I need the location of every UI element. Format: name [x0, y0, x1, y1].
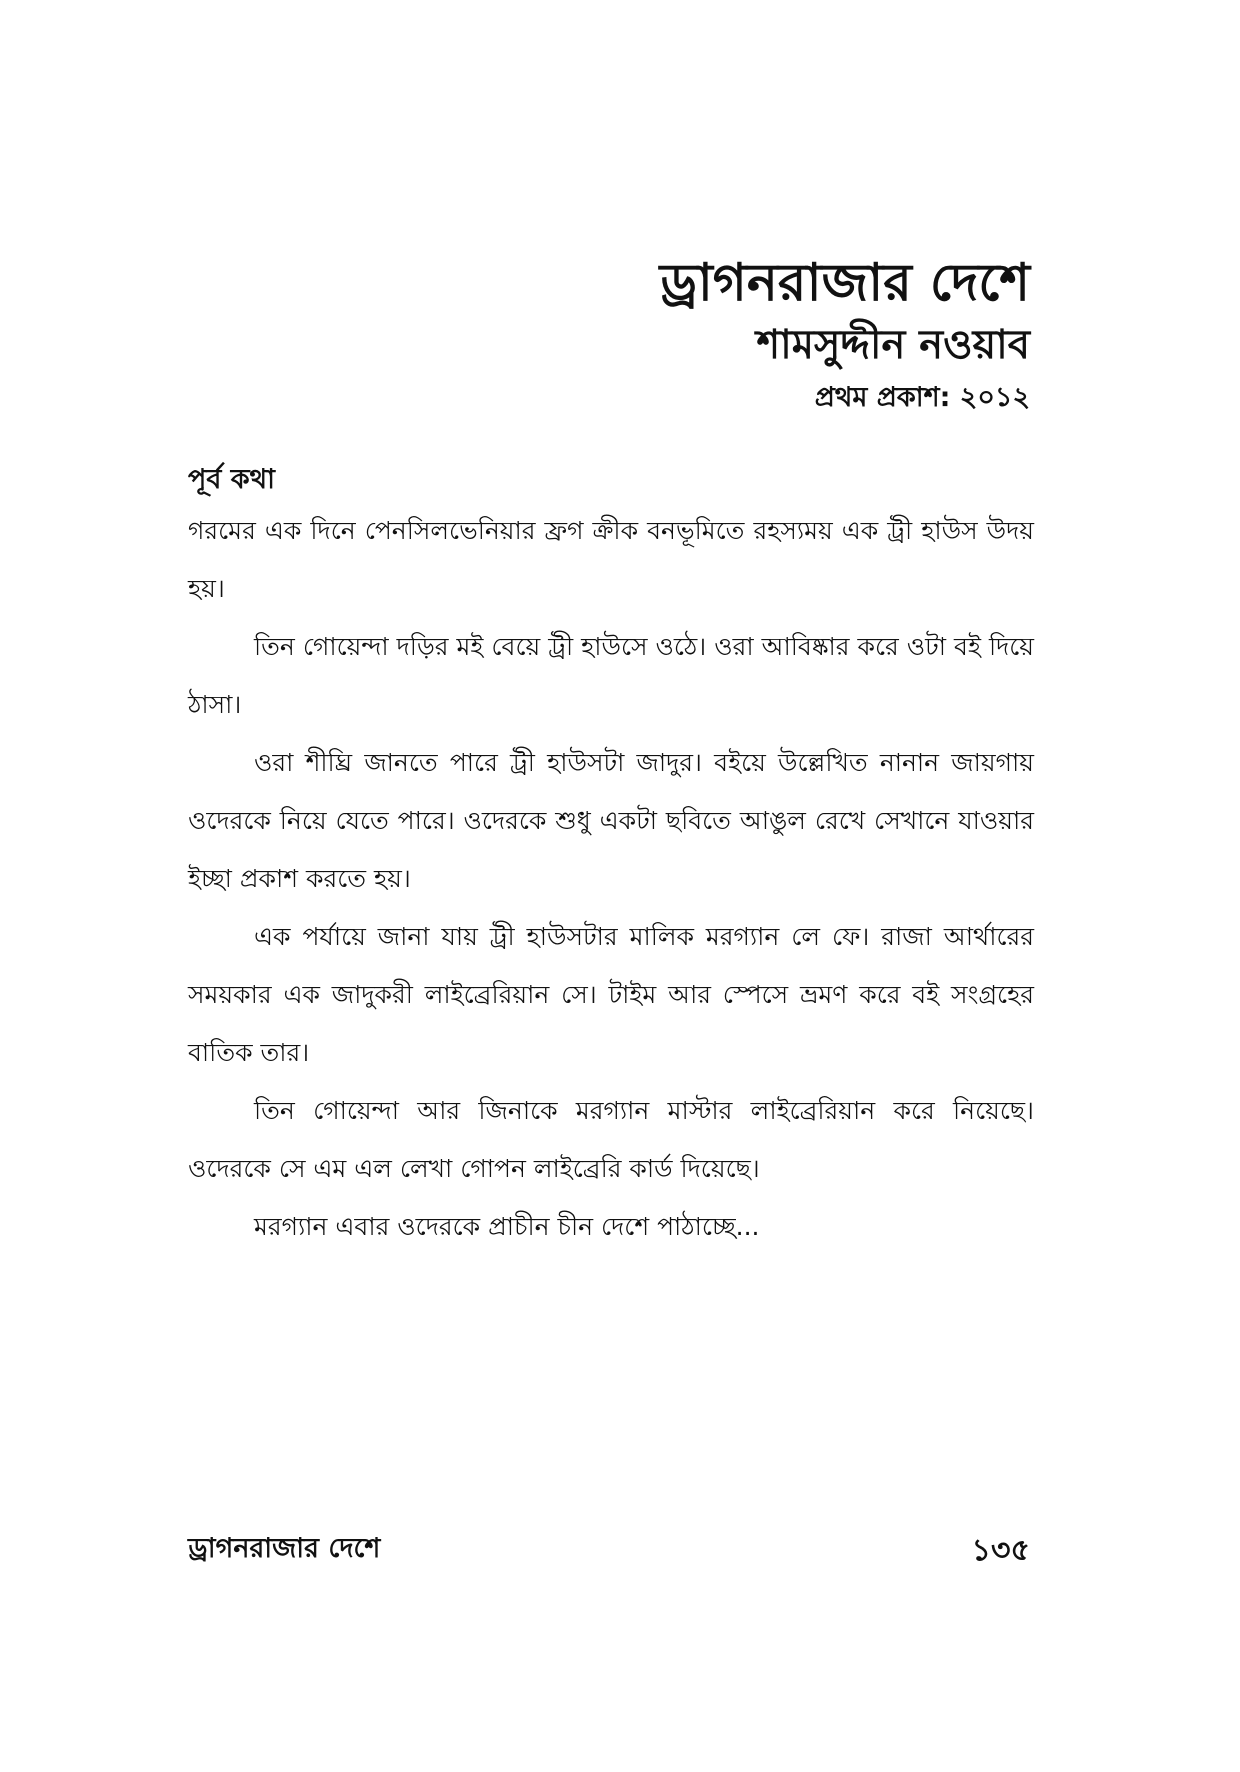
paragraph: গরমের এক দিনে পেনসিলভেনিয়ার ফ্রগ ক্রীক বনভূমিতে রহস্যময় এক ট্রী হাউস উদয় হয়। [188, 516, 1034, 603]
paragraph: মরগ্যান এবার ওদেরকে প্রাচীন চীন দেশে পাঠাচ্ছে... [254, 1212, 760, 1241]
title-block [660, 250, 1030, 422]
section-heading: পূর্ব কথা [188, 464, 275, 495]
running-footer-title: ড্রাগনরাজার দেশে [188, 1533, 381, 1564]
paragraph: তিন গোয়েন্দা দড়ির মই বেয়ে ট্রী হাউসে ওঠে। ওরা আবিষ্কার করে ওটা বই দিয়ে ঠাসা। [188, 632, 1034, 719]
paragraph: তিন গোয়েন্দা আর জিনাকে মরগ্যান মাস্টার লাইব্রেরিয়ান করে নিয়েছে। ওদেরকে সে এম এল লেখা গোপন লাইব্রেরি কার্ড দিয়েছে। [188, 1096, 1034, 1183]
preface-section [188, 458, 1034, 1256]
paragraph: ওরা শীঘ্রি জানতে পারে ট্রী হাউসটা জাদুর। বইয়ে উল্লেখিত নানান জায়গায় ওদেরকে নিয়ে যেতে পারে। ওদেরকে শুধু একটা ছবিতে আঙুল রেখে সেখানে যাওয়ার ইচ্ছা প্রকাশ করতে হয়। [188, 748, 1034, 893]
page-number: ১৩৫ [971, 1533, 1030, 1568]
paragraph: এক পর্যায়ে জানা যায় ট্রী হাউসটার মালিক মরগ্যান লে ফে। রাজা আর্থারের সময়কার এক জাদুকরী লাইব্রেরিয়ান সে। টাইম আর স্পেসে ভ্রমণ করে বই সংগ্রহের বাতিক তার। [188, 922, 1034, 1067]
author-name: শামসুদ্দীন নওয়াব [756, 322, 1030, 368]
book-title: ড্রাগনরাজার দেশে [659, 253, 1030, 313]
publication-info: প্রথম প্রকাশ: ২০১২ [814, 382, 1030, 413]
